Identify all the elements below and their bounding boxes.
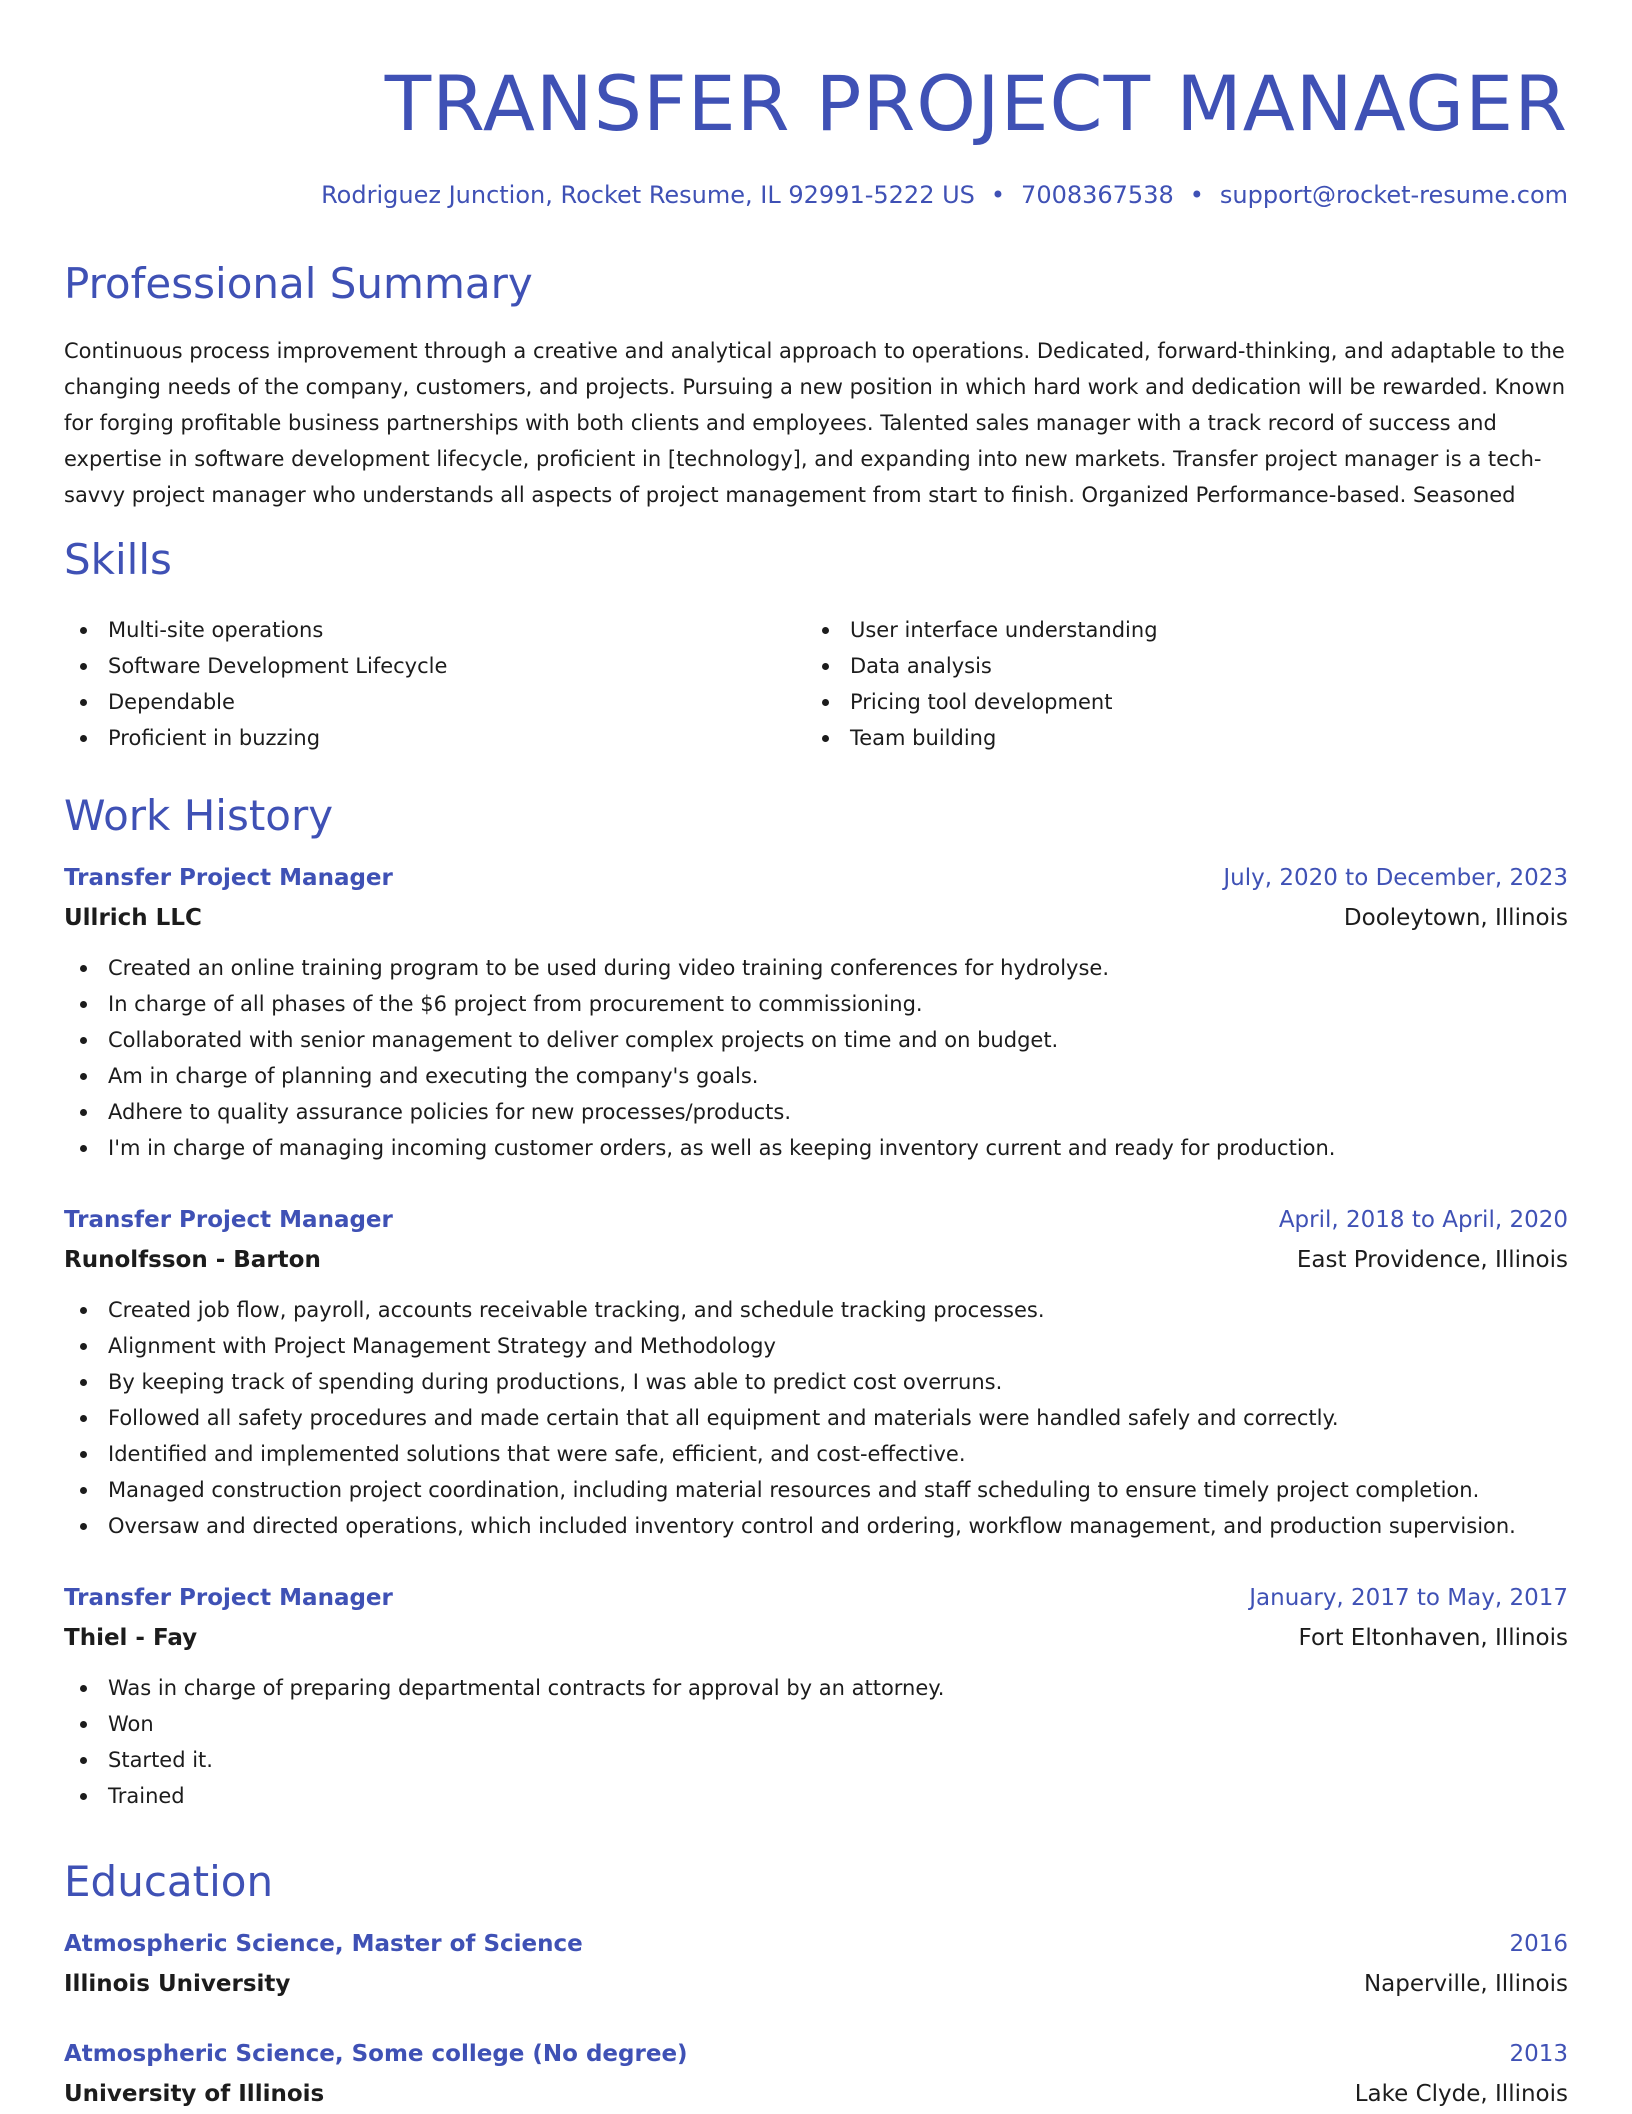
education-degree: Atmospheric Science, Master of Science <box>64 1931 583 1957</box>
education-header-row <box>64 2034 1568 2074</box>
job-entry <box>64 858 1568 1166</box>
bullet-icon <box>80 627 87 634</box>
section-title-work: Work History <box>64 791 334 840</box>
skill-item: Dependable <box>64 684 447 720</box>
contact-phone: 7008367538 <box>1021 181 1174 209</box>
bullet-icon <box>80 1685 87 1692</box>
resume-page <box>64 0 1568 2107</box>
bullet-icon <box>80 1001 87 1008</box>
bullet-icon <box>80 735 87 742</box>
bullet-icon <box>80 663 87 670</box>
job-dates: January, 2017 to May, 2017 <box>1249 1585 1568 1611</box>
job-bullet: Am in charge of planning and executing the company's goals. <box>64 1058 1568 1094</box>
contact-line <box>321 178 1568 212</box>
education-school-row <box>64 2074 1568 2114</box>
job-header-row <box>64 858 1568 898</box>
job-role: Transfer Project Manager <box>64 865 393 891</box>
job-bullet: By keeping track of spending during productions, I was able to predict cost overruns. <box>64 1364 1568 1400</box>
education-school: University of Illinois <box>64 2081 325 2107</box>
education-location: Lake Clyde, Illinois <box>1354 2081 1568 2107</box>
job-header-row <box>64 1200 1568 1240</box>
bullet-icon <box>80 965 87 972</box>
education-location: Naperville, Illinois <box>1363 1971 1568 1997</box>
job-header-row <box>64 1578 1568 1618</box>
contact-separator: • <box>1189 181 1204 209</box>
skill-item: User interface understanding <box>806 612 1158 648</box>
job-bullets <box>64 1292 1568 1544</box>
job-role: Transfer Project Manager <box>64 1207 393 1233</box>
job-location: Dooleytown, Illinois <box>1343 905 1568 931</box>
summary-text: Continuous process improvement through a creative and analytical approach to operations. Dedicated, forward-thinking, and adaptable to the changing needs of the company, customers, and projects. Pursuing a new position in which hard work and dedication will be rewarded. Known for forging profitable business partnerships with both clients and employees. Talented sales manager with a track record of success and expertise in software development lifecycle, proficient in [technology], and expanding into new markets. Transfer project manager is a tech-savvy project manager who understands all aspects of project management from start to finish. Organized Performance-based. Seasoned <box>64 339 1566 507</box>
job-location: East Providence, Illinois <box>1296 1247 1568 1273</box>
section-title-skills: Skills <box>64 535 172 584</box>
education-header-row <box>64 1924 1568 1964</box>
job-bullet: Collaborated with senior management to deliver complex projects on time and on budget. <box>64 1022 1568 1058</box>
bullet-icon <box>80 1379 87 1386</box>
skill-item: Pricing tool development <box>806 684 1158 720</box>
job-bullet: Managed construction project coordination, including material resources and staff scheduling to ensure timely project completion. <box>64 1472 1568 1508</box>
job-bullet: Oversaw and directed operations, which included inventory control and ordering, workflow management, and production supervision. <box>64 1508 1568 1544</box>
job-company: Runolfsson - Barton <box>64 1247 321 1273</box>
job-company: Ullrich LLC <box>64 905 202 931</box>
bullet-icon <box>80 1037 87 1044</box>
education-school-row <box>64 1964 1568 2004</box>
bullet-icon <box>80 1451 87 1458</box>
skill-item: Data analysis <box>806 648 1158 684</box>
job-bullet: Created job flow, payroll, accounts receivable tracking, and schedule tracking processes. <box>64 1292 1568 1328</box>
education-entry <box>64 1924 1568 2004</box>
resume-name: TRANSFER PROJECT MANAGER <box>384 59 1568 148</box>
education-year: 2013 <box>1509 2041 1568 2067</box>
skill-item: Multi-site operations <box>64 612 447 648</box>
job-company-row <box>64 1240 1568 1280</box>
skill-item: Team building <box>806 720 1158 756</box>
contact-email[interactable]: support@rocket-resume.com <box>1219 181 1568 209</box>
job-bullet: Trained <box>64 1778 1568 1814</box>
job-bullet: Followed all safety procedures and made certain that all equipment and materials were handled safely and correctly. <box>64 1400 1568 1436</box>
bullet-icon <box>822 735 829 742</box>
bullet-icon <box>80 1721 87 1728</box>
skills-list-left <box>64 612 447 756</box>
bullet-icon <box>80 1109 87 1116</box>
job-entry <box>64 1200 1568 1544</box>
section-title-education: Education <box>64 1857 274 1906</box>
job-location: Fort Eltonhaven, Illinois <box>1298 1625 1568 1651</box>
bullet-icon <box>80 1073 87 1080</box>
job-company-row <box>64 898 1568 938</box>
bullet-icon <box>80 1523 87 1530</box>
section-title-summary: Professional Summary <box>64 259 533 308</box>
bullet-icon <box>80 1487 87 1494</box>
job-company-row <box>64 1618 1568 1658</box>
job-bullet: I'm in charge of managing incoming customer orders, as well as keeping inventory current and ready for production. <box>64 1130 1568 1166</box>
job-entry <box>64 1578 1568 1814</box>
bullet-icon <box>80 1145 87 1152</box>
bullet-icon <box>822 663 829 670</box>
bullet-icon <box>80 1307 87 1314</box>
job-bullet: Won <box>64 1706 1568 1742</box>
job-bullet: Alignment with Project Management Strategy and Methodology <box>64 1328 1568 1364</box>
job-dates: April, 2018 to April, 2020 <box>1278 1207 1568 1233</box>
job-company: Thiel - Fay <box>64 1625 198 1651</box>
job-bullet: Started it. <box>64 1742 1568 1778</box>
bullet-icon <box>80 1793 87 1800</box>
education-year: 2016 <box>1509 1931 1568 1957</box>
job-bullets <box>64 950 1568 1166</box>
job-bullet: Adhere to quality assurance policies for new processes/products. <box>64 1094 1568 1130</box>
bullet-icon <box>80 1343 87 1350</box>
bullet-icon <box>822 699 829 706</box>
skill-item: Proficient in buzzing <box>64 720 447 756</box>
skills-list-right <box>806 612 1158 756</box>
bullet-icon <box>80 1757 87 1764</box>
bullet-icon <box>822 627 829 634</box>
education-degree: Atmospheric Science, Some college (No degree) <box>64 2041 688 2067</box>
bullet-icon <box>80 1415 87 1422</box>
job-role: Transfer Project Manager <box>64 1585 393 1611</box>
job-dates: July, 2020 to December, 2023 <box>1223 865 1568 891</box>
contact-separator: • <box>990 181 1006 209</box>
job-bullet: Created an online training program to be used during video training conferences for hydrolyse. <box>64 950 1568 986</box>
education-school: Illinois University <box>64 1971 291 1997</box>
job-bullet: Was in charge of preparing departmental contracts for approval by an attorney. <box>64 1670 1568 1706</box>
job-bullets <box>64 1670 1568 1814</box>
job-bullet: Identified and implemented solutions that were safe, efficient, and cost-effective. <box>64 1436 1568 1472</box>
bullet-icon <box>80 699 87 706</box>
job-bullet: In charge of all phases of the $6 project from procurement to commissioning. <box>64 986 1568 1022</box>
education-entry <box>64 2034 1568 2114</box>
skill-item: Software Development Lifecycle <box>64 648 447 684</box>
contact-address: Rodriguez Junction, Rocket Resume, IL 92991-5222 US <box>321 181 975 209</box>
